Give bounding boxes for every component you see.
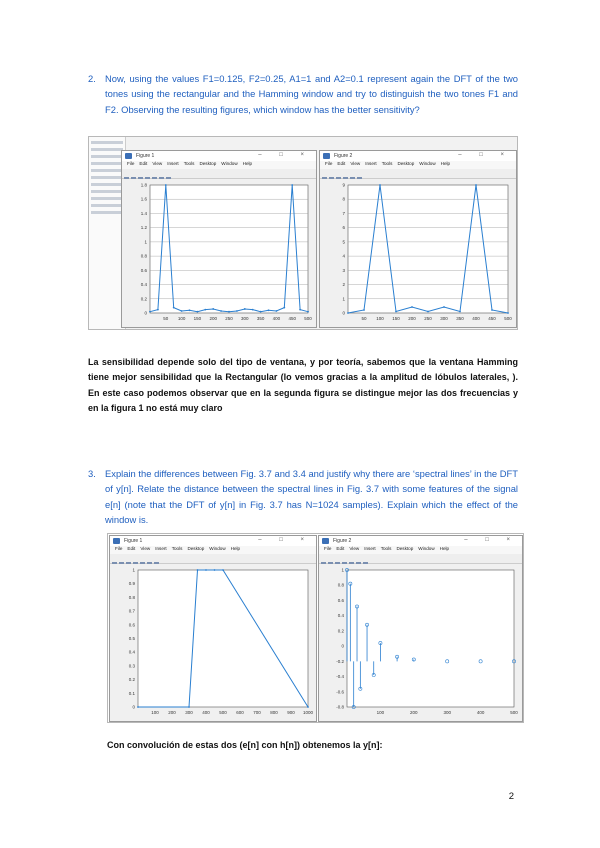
matlab-screenshot-2 bbox=[107, 533, 524, 723]
x-tick-label: 450 bbox=[488, 316, 496, 321]
page-number: 2 bbox=[508, 791, 514, 802]
figure-icon bbox=[323, 153, 330, 159]
y-tick-label: 1 bbox=[132, 567, 135, 573]
y-tick-label: 0.1 bbox=[128, 690, 135, 696]
window-title: Figure 2 bbox=[334, 153, 353, 159]
x-tick-label: 200 bbox=[410, 710, 418, 715]
data-point bbox=[411, 306, 413, 308]
axes-box bbox=[138, 570, 308, 707]
data-point bbox=[347, 312, 349, 314]
figure-icon bbox=[125, 153, 132, 159]
data-point bbox=[299, 309, 301, 311]
data-point bbox=[252, 309, 254, 311]
y-tick-label: 0.6 bbox=[128, 622, 135, 628]
y-tick-label: 8 bbox=[342, 196, 345, 202]
data-point bbox=[222, 569, 224, 571]
menu-bar[interactable]: File Edit View Insert Tools Desktop Window Help bbox=[319, 546, 522, 554]
y-tick-label: 1.6 bbox=[140, 196, 147, 202]
data-point bbox=[137, 706, 139, 708]
data-point bbox=[220, 310, 222, 312]
x-tick-label: 100 bbox=[177, 316, 186, 321]
data-point bbox=[197, 311, 199, 313]
x-tick-label: 150 bbox=[193, 316, 202, 321]
data-point bbox=[204, 309, 206, 311]
data-point bbox=[181, 310, 183, 312]
data-point bbox=[214, 569, 216, 571]
plot-area bbox=[319, 564, 522, 721]
x-tick-label: 50 bbox=[163, 316, 169, 321]
x-tick-label: 500 bbox=[219, 710, 227, 715]
matlab-screenshot-1 bbox=[88, 136, 518, 330]
window-title: Figure 1 bbox=[136, 153, 155, 159]
x-tick-label: 100 bbox=[151, 710, 159, 715]
data-point bbox=[228, 311, 230, 313]
x-tick-label: 300 bbox=[185, 710, 193, 715]
x-tick-label: 350 bbox=[456, 316, 464, 321]
y-tick-label: 0.3 bbox=[128, 663, 135, 669]
menu-bar[interactable]: File Edit View Insert Tools Desktop Window Help bbox=[320, 161, 516, 169]
y-tick-label: 1 bbox=[341, 567, 344, 573]
y-tick-label: 0 bbox=[342, 310, 345, 316]
x-tick-label: 300 bbox=[443, 710, 451, 715]
data-point bbox=[291, 184, 293, 186]
data-point bbox=[475, 184, 477, 186]
axes-box bbox=[150, 185, 308, 313]
window-title: Figure 2 bbox=[333, 538, 352, 544]
toolbar[interactable] bbox=[320, 169, 516, 179]
y-tick-label: 3 bbox=[342, 267, 345, 273]
question-number: 3. bbox=[88, 468, 96, 479]
y-tick-label: 0.2 bbox=[140, 296, 147, 302]
data-point bbox=[507, 312, 509, 314]
toolbar[interactable] bbox=[110, 554, 316, 564]
question-text: Explain the differences between Fig. 3.7 and 3.4 and justify why there are ‘spectral lines’ in the DFT of y[n]. Relate the distance between the spectral lines in Fig. 3.7 with some features of the signal e[n] (note that the DFT of y[n] in Fig. 3.7 has N=1024 samples). Explain which the effect of the window is. bbox=[105, 468, 518, 526]
data-point bbox=[276, 310, 278, 312]
y-tick-label: 0.8 bbox=[128, 594, 135, 600]
x-tick-label: 400 bbox=[476, 710, 485, 715]
x-tick-label: 450 bbox=[288, 316, 296, 321]
data-point bbox=[205, 569, 207, 571]
x-tick-label: 800 bbox=[270, 710, 278, 715]
window-controls[interactable]: – □ × bbox=[458, 152, 512, 158]
data-point bbox=[188, 706, 190, 708]
x-tick-label: 100 bbox=[376, 316, 384, 321]
y-tick-label: 0 bbox=[341, 643, 344, 649]
x-tick-label: 100 bbox=[376, 710, 385, 715]
toolbar[interactable] bbox=[122, 169, 316, 179]
x-tick-label: 500 bbox=[504, 316, 512, 321]
data-point bbox=[149, 311, 151, 313]
x-tick-label: 350 bbox=[256, 316, 265, 321]
question-text: Now, using the values F1=0.125, F2=0.25, A1=1 and A2=0.1 represent again the DFT of the two tones using the rectangular and the Hamming window and try to distinguish the two tones F1 and F2. Observing the resulting figures, which window has the better sensitivity? bbox=[105, 73, 518, 115]
y-tick-label: -0.8 bbox=[336, 704, 344, 710]
data-point bbox=[427, 311, 429, 313]
plot-area bbox=[122, 179, 316, 327]
figure-window-en bbox=[109, 535, 317, 722]
data-point bbox=[443, 306, 445, 308]
x-tick-label: 500 bbox=[510, 710, 518, 715]
x-tick-label: 700 bbox=[253, 710, 261, 715]
y-tick-label: 0.8 bbox=[337, 582, 344, 588]
y-tick-label: 9 bbox=[342, 182, 345, 188]
data-point bbox=[459, 311, 461, 313]
data-point bbox=[212, 308, 214, 310]
y-tick-label: 0.2 bbox=[128, 677, 135, 683]
y-tick-label: 0.6 bbox=[337, 597, 344, 603]
toolbar[interactable] bbox=[319, 554, 522, 564]
y-tick-label: 0.7 bbox=[128, 608, 135, 614]
x-tick-label: 300 bbox=[440, 316, 448, 321]
y-tick-label: 0.4 bbox=[128, 649, 135, 655]
x-tick-label: 400 bbox=[202, 710, 210, 715]
data-point bbox=[307, 706, 309, 708]
y-tick-label: 1 bbox=[144, 239, 147, 245]
y-tick-label: 0.5 bbox=[128, 636, 135, 641]
data-point bbox=[236, 310, 238, 312]
x-tick-label: 1000 bbox=[302, 710, 314, 715]
x-tick-label: 500 bbox=[304, 316, 312, 321]
y-tick-label: -0.6 bbox=[336, 689, 344, 695]
data-point bbox=[363, 309, 365, 311]
plot-area bbox=[320, 179, 516, 327]
x-tick-label: 50 bbox=[361, 316, 367, 321]
data-point bbox=[173, 307, 175, 309]
x-tick-label: 200 bbox=[408, 316, 416, 321]
y-tick-label: 1 bbox=[342, 296, 345, 302]
data-point bbox=[189, 309, 191, 311]
data-point bbox=[395, 311, 397, 313]
y-tick-label: 0 bbox=[132, 704, 135, 710]
menu-bar[interactable]: File Edit View Insert Tools Desktop Window Help bbox=[110, 546, 316, 554]
x-tick-label: 400 bbox=[272, 316, 281, 321]
x-tick-label: 250 bbox=[225, 316, 233, 321]
x-tick-label: 250 bbox=[424, 316, 432, 321]
data-point bbox=[379, 184, 381, 186]
y-tick-label: 7 bbox=[342, 210, 345, 216]
y-tick-label: 1.4 bbox=[140, 210, 147, 216]
y-tick-label: 0.4 bbox=[337, 613, 344, 619]
window-controls[interactable]: – □ × bbox=[258, 537, 312, 543]
y-tick-label: 5 bbox=[342, 239, 345, 245]
y-tick-label: 0.4 bbox=[140, 282, 147, 288]
menu-bar[interactable]: File Edit View Insert Tools Desktop Window Help bbox=[122, 161, 316, 169]
y-tick-label: 1.2 bbox=[140, 225, 147, 231]
data-point bbox=[260, 311, 262, 313]
y-tick-label: 2 bbox=[342, 282, 345, 288]
y-tick-label: 0.8 bbox=[140, 253, 147, 259]
y-tick-label: 6 bbox=[342, 225, 345, 231]
axes-box bbox=[347, 570, 514, 707]
window-controls[interactable]: – □ × bbox=[258, 152, 312, 158]
figure-window-hn bbox=[318, 535, 523, 722]
x-tick-label: 400 bbox=[472, 316, 480, 321]
question-number: 2. bbox=[88, 73, 96, 84]
data-point bbox=[307, 311, 309, 313]
y-tick-label: 1.8 bbox=[140, 182, 147, 188]
data-point bbox=[244, 308, 246, 310]
data-point bbox=[157, 309, 159, 311]
y-tick-label: -0.4 bbox=[336, 674, 344, 680]
data-point bbox=[165, 184, 167, 186]
x-tick-label: 600 bbox=[236, 710, 244, 715]
data-point bbox=[268, 309, 270, 311]
x-tick-label: 200 bbox=[168, 710, 176, 715]
y-tick-label: 4 bbox=[342, 253, 345, 259]
x-tick-label: 900 bbox=[287, 710, 295, 715]
data-point bbox=[283, 307, 285, 309]
answer-2: Con convolución de estas dos (e[n] con h[n]) obtenemos la y[n]: bbox=[107, 740, 383, 750]
data-point bbox=[197, 569, 199, 571]
figure-window-hamming bbox=[319, 150, 517, 328]
x-tick-label: 150 bbox=[392, 316, 400, 321]
y-tick-label: 0 bbox=[144, 310, 147, 316]
window-controls[interactable]: – □ × bbox=[464, 537, 518, 543]
window-title: Figure 1 bbox=[124, 538, 143, 544]
answer-1: La sensibilidad depende solo del tipo de ventana, y por teoría, sabemos que la ventana Hamming tiene mejor sensibilidad que la Rectangular (lo vemos gracias a la amplitud de lóbulos laterales, ). En este caso podemos observar que en la segunda figura se distingue mejor las dos frecuencias y en la figura 1 no está muy claro bbox=[88, 357, 518, 414]
x-tick-label: 300 bbox=[241, 316, 249, 321]
y-tick-label: 0.6 bbox=[140, 267, 147, 273]
figure-icon bbox=[113, 538, 120, 544]
y-tick-label: 0.9 bbox=[128, 581, 135, 587]
figure-window-rectangular bbox=[121, 150, 317, 328]
data-point bbox=[491, 309, 493, 311]
plot-area bbox=[110, 564, 316, 721]
x-tick-label: 200 bbox=[209, 316, 217, 321]
figure-icon bbox=[322, 538, 329, 544]
y-tick-label: 0.2 bbox=[337, 628, 344, 634]
y-tick-label: -0.2 bbox=[336, 658, 344, 664]
